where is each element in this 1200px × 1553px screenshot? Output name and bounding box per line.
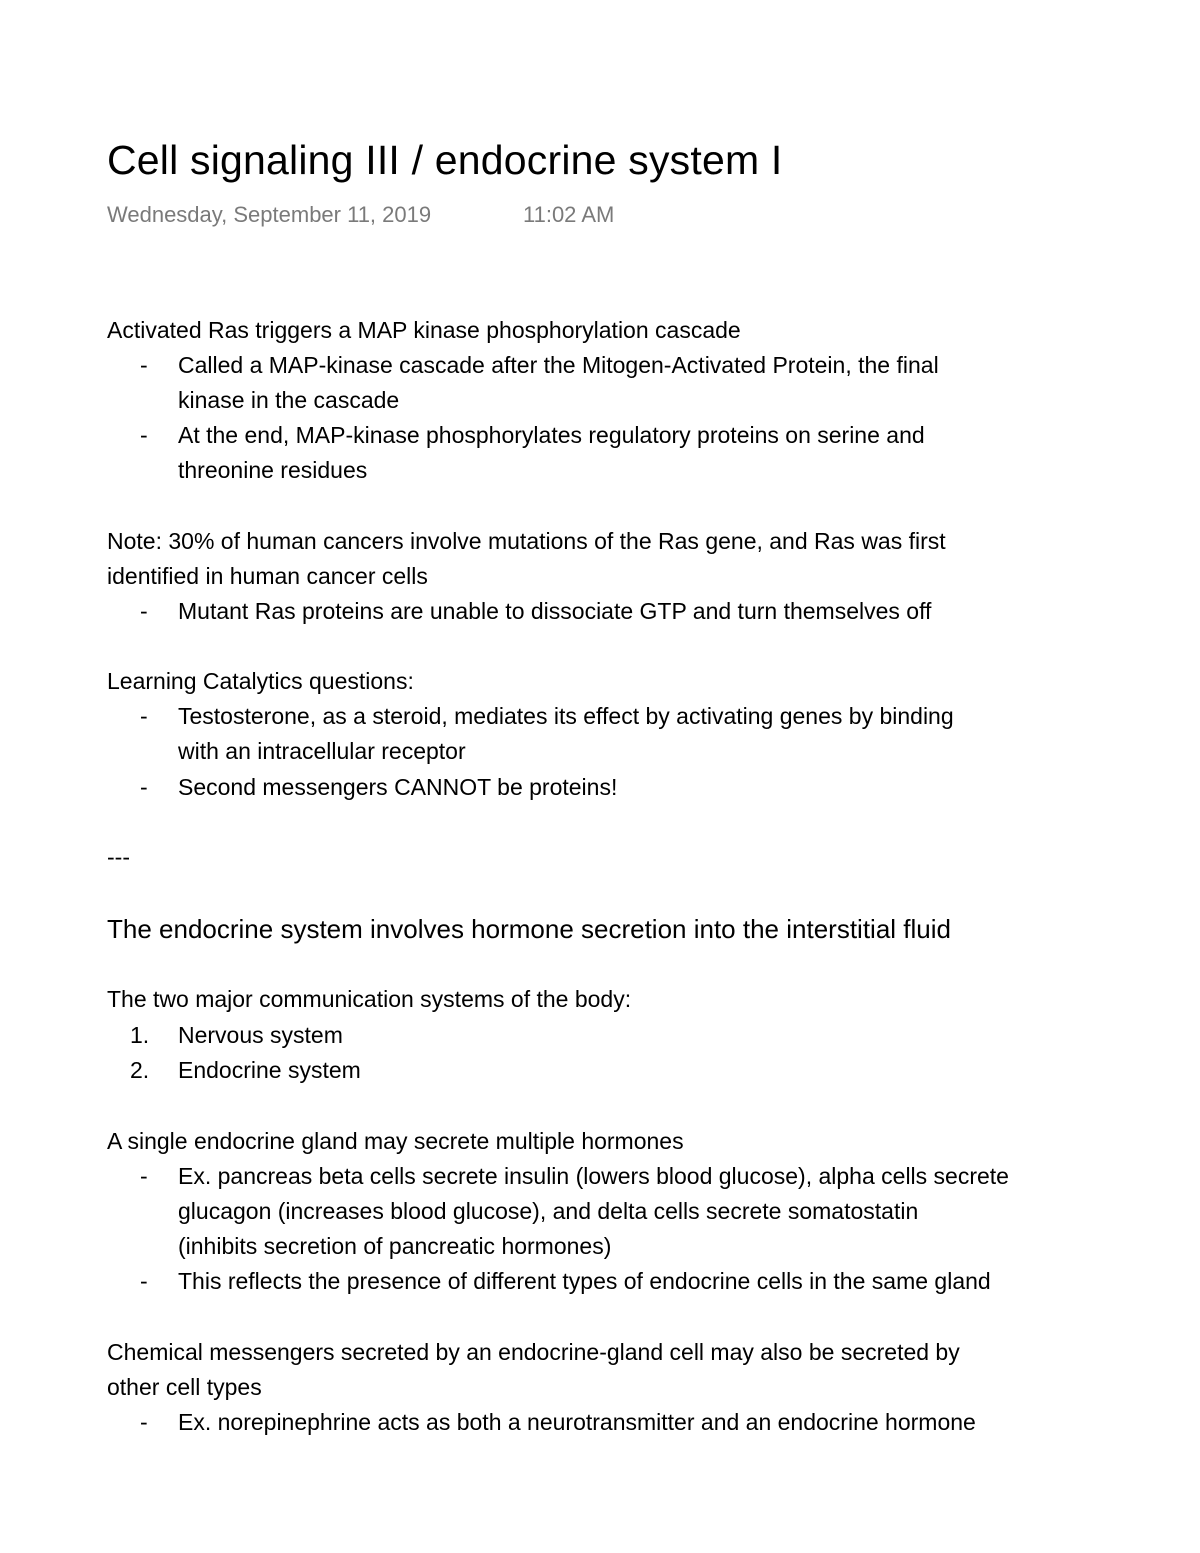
bullet-text: Testosterone, as a steroid, mediates its effect by activating genes by binding <box>178 703 954 729</box>
separator: --- <box>107 844 130 870</box>
bullet-marker: - <box>140 352 148 378</box>
bullet-marker: - <box>140 1163 148 1189</box>
bullet-text: (inhibits secretion of pancreatic hormones) <box>178 1233 612 1259</box>
bullet-marker: - <box>140 1268 148 1294</box>
bullet-text: Second messengers CANNOT be proteins! <box>178 774 618 800</box>
note-time: 11:02 AM <box>523 202 615 227</box>
bullet-text: Ex. norepinephrine acts as both a neurotransmitter and an endocrine hormone <box>178 1409 976 1435</box>
bullet-text: Ex. pancreas beta cells secrete insulin (lowers blood glucose), alpha cells secrete <box>178 1163 1009 1189</box>
bullet-text: glucagon (increases blood glucose), and delta cells secrete somatostatin <box>178 1198 919 1224</box>
list-number: 1. <box>130 1022 150 1048</box>
note-paragraph: other cell types <box>107 1374 262 1400</box>
bullet-text: At the end, MAP-kinase phosphorylates regulatory proteins on serine and <box>178 422 925 448</box>
bullet-text: Mutant Ras proteins are unable to dissociate GTP and turn themselves off <box>178 598 932 624</box>
bullet-text: with an intracellular receptor <box>178 738 466 764</box>
note-date: Wednesday, September 11, 2019 <box>107 202 432 227</box>
subheading-endocrine: The endocrine system involves hormone secretion into the interstitial fluid <box>107 914 951 944</box>
list-item: Endocrine system <box>178 1057 361 1083</box>
section-heading-single-gland: A single endocrine gland may secrete multiple hormones <box>107 1128 684 1154</box>
list-number: 2. <box>130 1057 150 1083</box>
page-title: Cell signaling III / endocrine system I <box>107 137 783 183</box>
section-heading-learning-catalytics: Learning Catalytics questions: <box>107 668 414 694</box>
bullet-text: This reflects the presence of different types of endocrine cells in the same gland <box>178 1268 991 1294</box>
note-paragraph: Note: 30% of human cancers involve mutations of the Ras gene, and Ras was first <box>107 528 946 554</box>
bullet-marker: - <box>140 1409 148 1435</box>
bullet-marker: - <box>140 598 148 624</box>
bullet-text: threonine residues <box>178 457 368 483</box>
section-heading-ras-cascade: Activated Ras triggers a MAP kinase phosphorylation cascade <box>107 317 741 343</box>
bullet-text: Called a MAP-kinase cascade after the Mitogen-Activated Protein, the final <box>178 352 939 378</box>
note-paragraph: Chemical messengers secreted by an endocrine-gland cell may also be secreted by <box>107 1339 960 1365</box>
note-paragraph: identified in human cancer cells <box>107 563 428 589</box>
bullet-marker: - <box>140 774 148 800</box>
list-item: Nervous system <box>178 1022 343 1048</box>
section-heading-communication: The two major communication systems of the body: <box>107 986 632 1012</box>
bullet-text: kinase in the cascade <box>178 387 400 413</box>
bullet-marker: - <box>140 703 148 729</box>
bullet-marker: - <box>140 422 148 448</box>
